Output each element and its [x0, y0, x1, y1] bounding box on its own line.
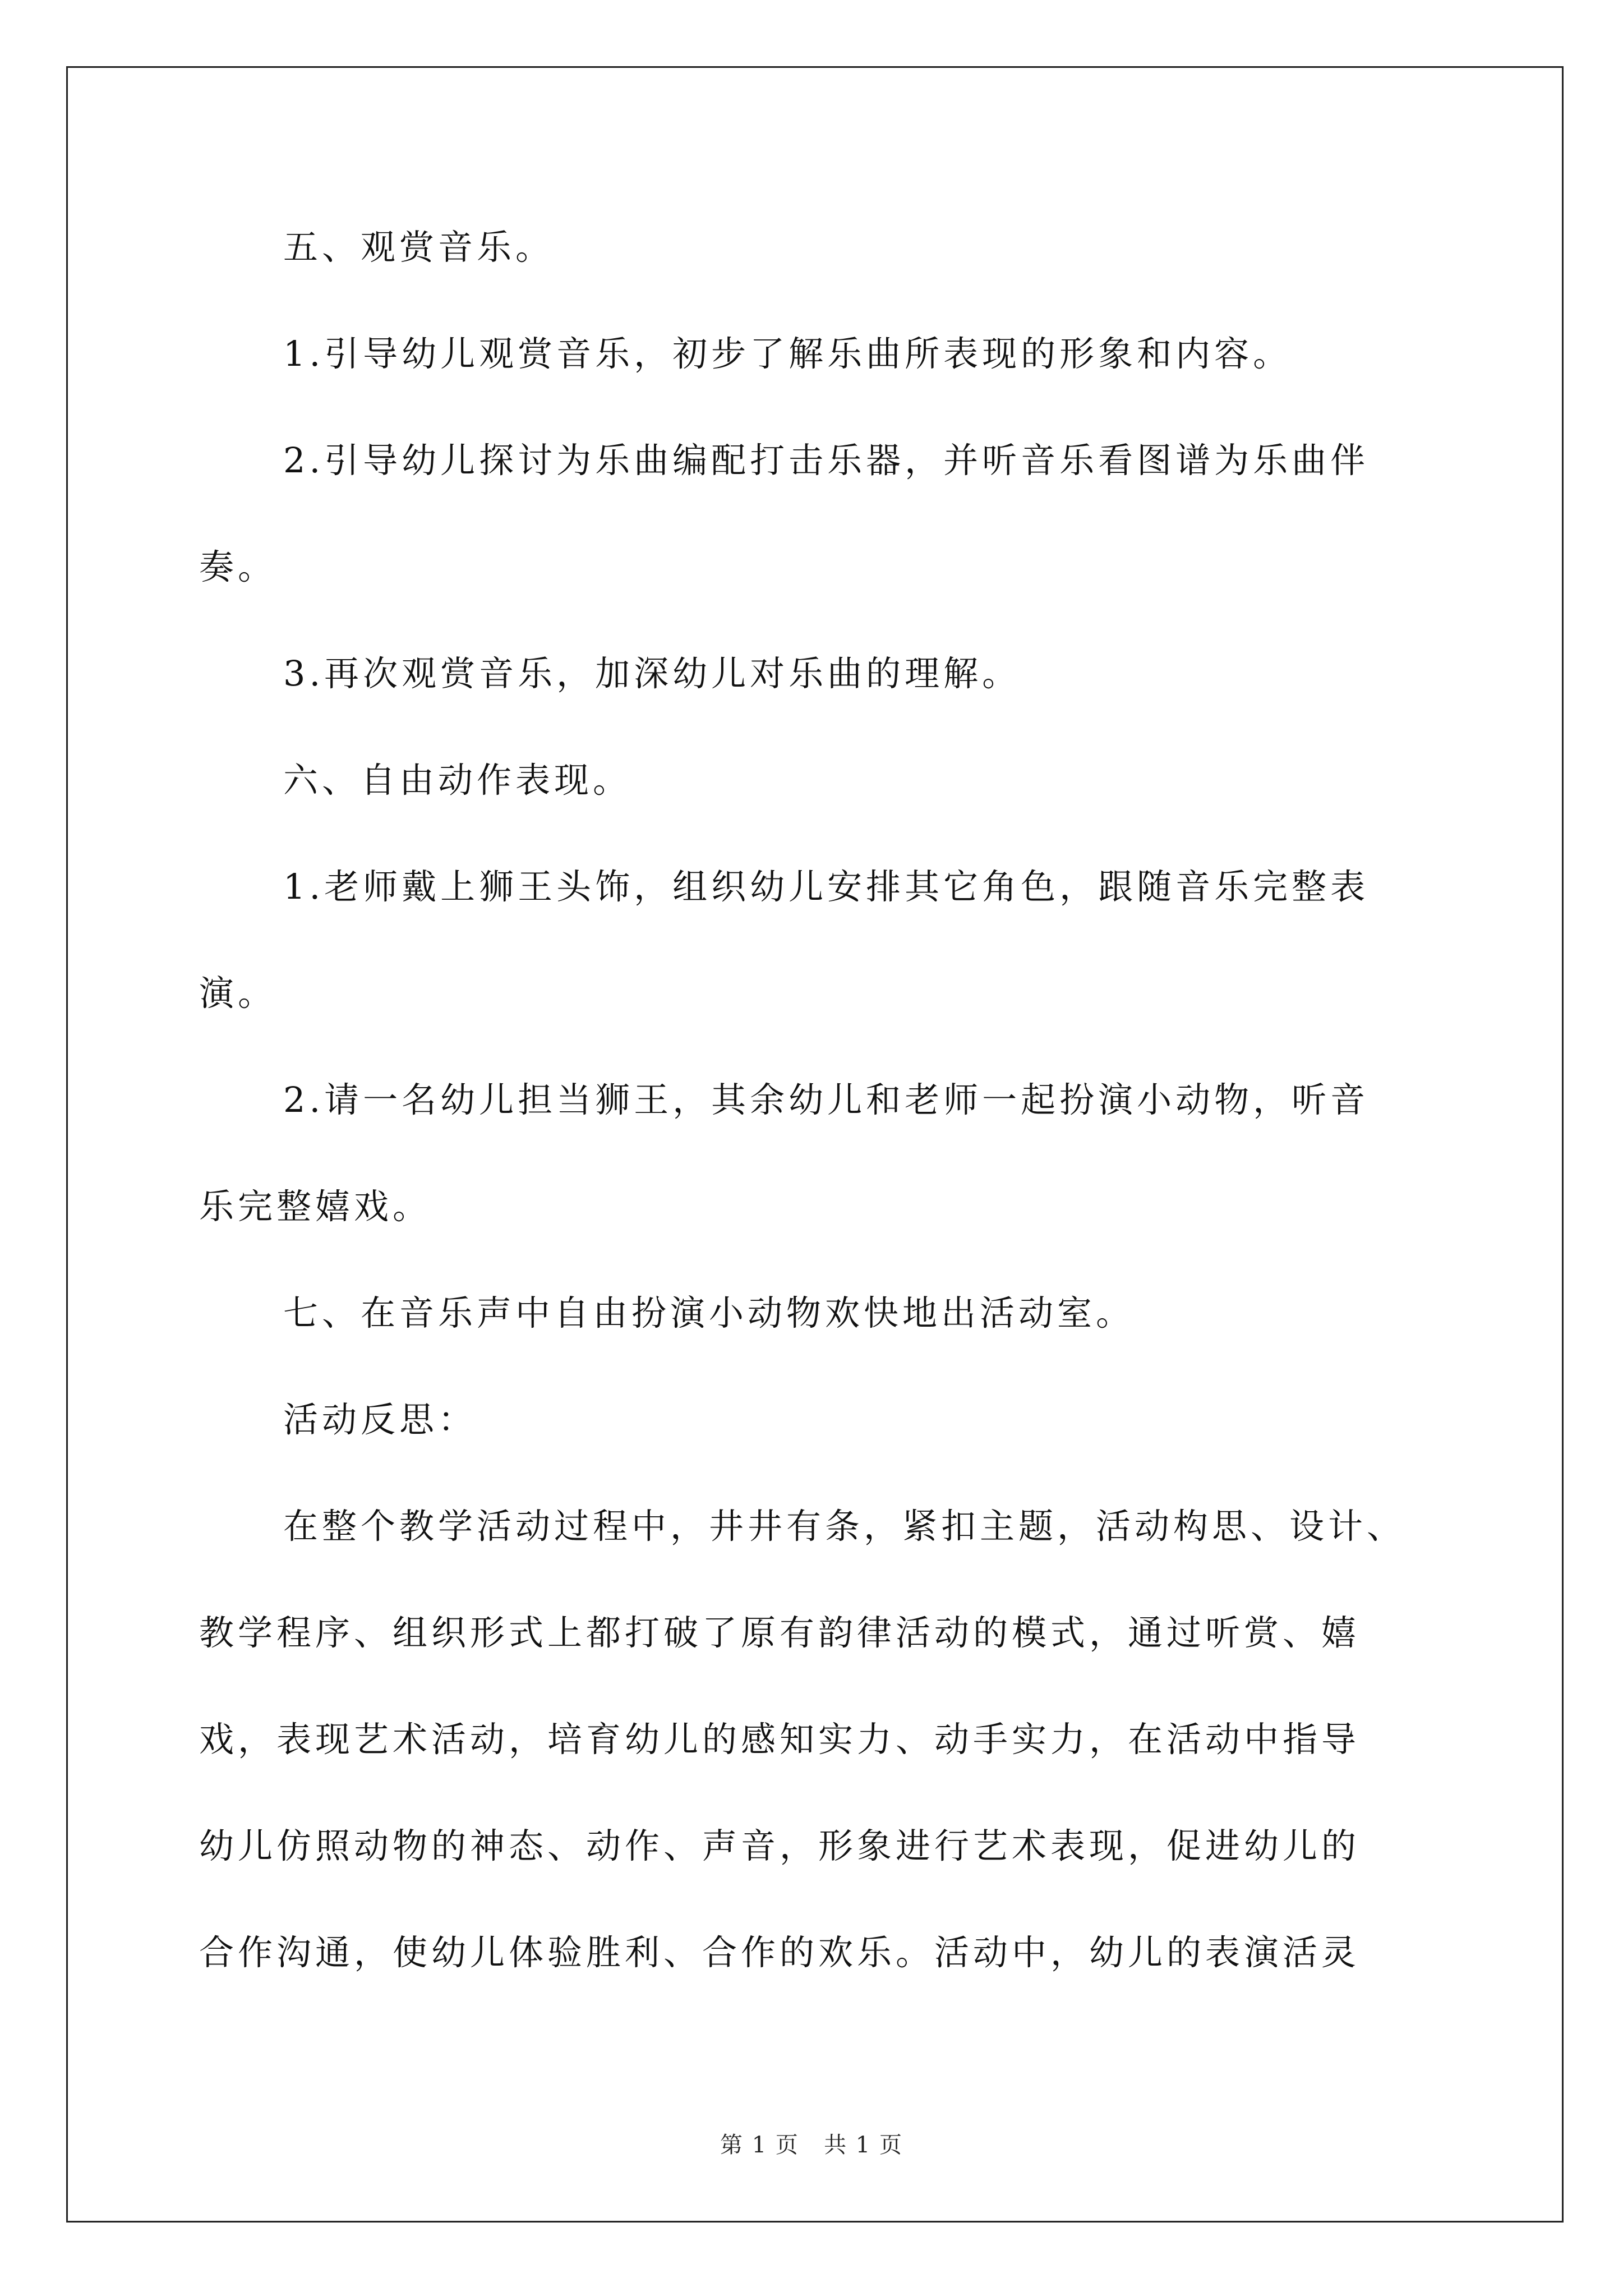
text-line: 活动反思：: [283, 1399, 477, 1440]
text-line: 2.引导幼儿探讨为乐曲编配打击乐器，并听音乐看图谱为乐曲伴: [283, 440, 1370, 481]
page-frame: [66, 66, 1564, 2223]
text-line: 2.请一名幼儿担当狮王，其余幼儿和老师一起扮演小动物，听音: [283, 1079, 1370, 1120]
text-line: 合作沟通，使幼儿体验胜利、合作的欢乐。活动中，幼儿的表演活灵: [199, 1932, 1361, 1973]
page-number-footer: 第 1 页 共 1 页: [720, 2132, 903, 2158]
text-line: 在整个教学活动过程中，井井有条，紧扣主题，活动构思、设计、: [283, 1506, 1406, 1547]
text-line: 乐完整嬉戏。: [199, 1186, 432, 1227]
text-line: 七、在音乐声中自由扮演小动物欢快地出活动室。: [283, 1292, 1135, 1333]
text-line: 3.再次观赏音乐，加深幼儿对乐曲的理解。: [283, 653, 1021, 694]
text-line: 戏，表现艺术活动，培育幼儿的感知实力、动手实力，在活动中指导: [199, 1719, 1361, 1760]
text-line: 教学程序、组织形式上都打破了原有韵律活动的模式，通过听赏、嬉: [199, 1612, 1361, 1653]
text-line: 奏。: [199, 546, 277, 587]
text-line: 演。: [199, 973, 277, 1014]
text-line: 1.引导幼儿观赏音乐，初步了解乐曲所表现的形象和内容。: [283, 333, 1292, 374]
text-line: 六、自由动作表现。: [283, 760, 632, 800]
text-line: 1.老师戴上狮王头饰，组织幼儿安排其它角色，跟随音乐完整表: [283, 866, 1370, 907]
text-line: 五、观赏音乐。: [283, 227, 555, 268]
text-line: 幼儿仿照动物的神态、动作、声音，形象进行艺术表现，促进幼儿的: [199, 1825, 1361, 1866]
